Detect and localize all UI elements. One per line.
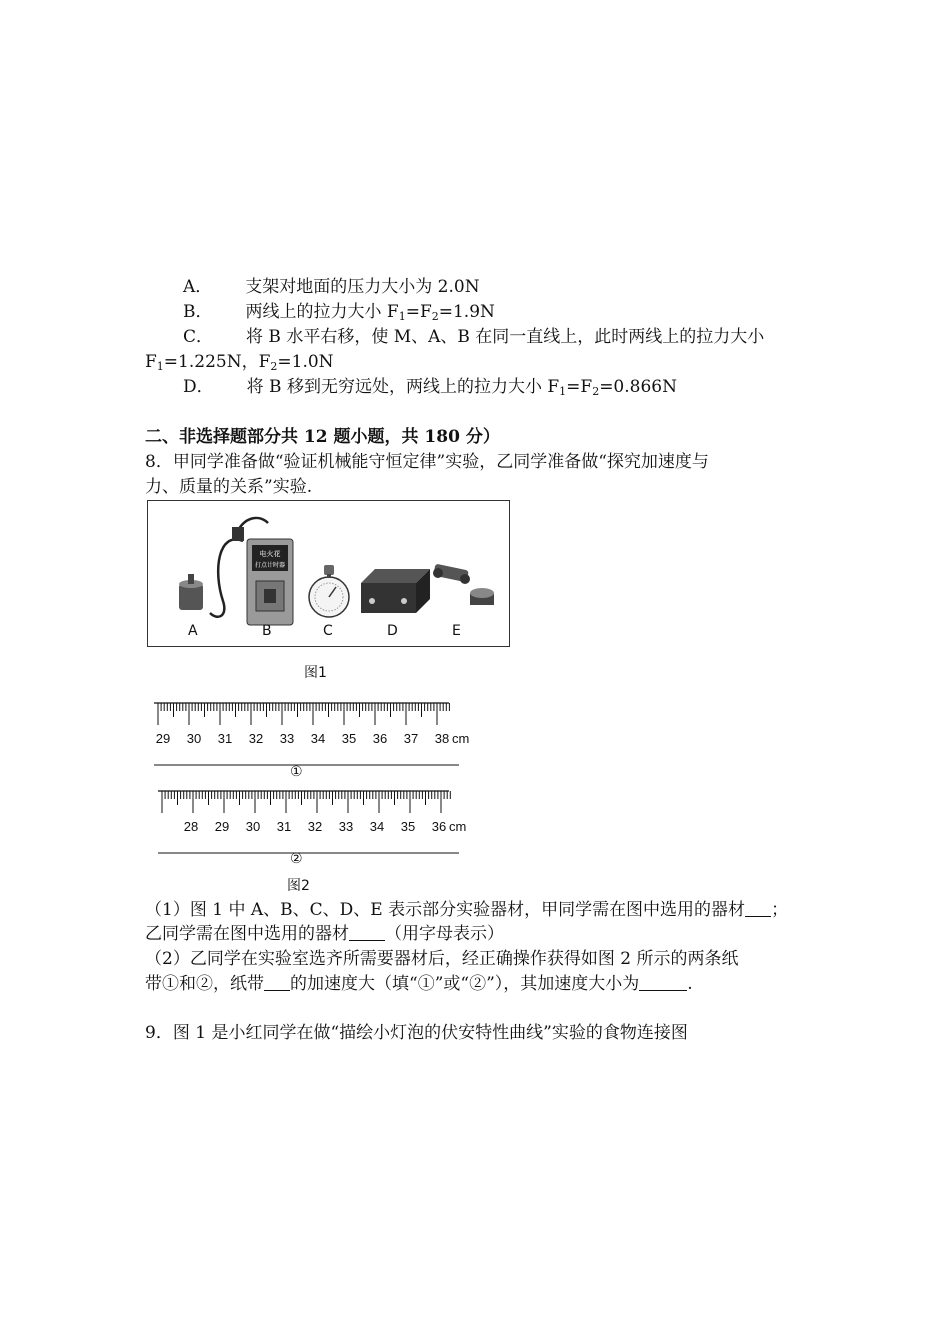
ruler-number: 30	[186, 731, 202, 746]
ruler-number: 34	[310, 731, 326, 746]
ruler-number: 32	[307, 819, 323, 834]
q8-part1-line2-pre: 乙同学需在图中选用的器材	[145, 924, 349, 944]
fig1-label-d: D	[387, 623, 398, 639]
timer-label-bottom: 打点计时器	[254, 562, 286, 569]
q8-part1-text: （1）图 1 中 A、B、C、D、E 表示部分实验器材，甲同学需在图中选用的器材	[145, 900, 746, 920]
option-a	[183, 276, 480, 298]
fig1-caption: 图1	[304, 665, 327, 681]
option-c-sub2: 2	[270, 360, 278, 373]
option-b	[183, 301, 495, 323]
option-d	[183, 376, 677, 398]
option-b-sub2: 2	[431, 310, 439, 323]
option-c-v2: =1.0N	[277, 352, 334, 372]
ruler-number: 29	[214, 819, 230, 834]
ruler-unit: cm	[449, 819, 467, 834]
ruler-number: 31	[217, 731, 233, 746]
tape-2-ruler	[158, 791, 466, 853]
cart-icon	[433, 564, 494, 605]
q8-part2-line2-pre: 带①和②，纸带	[145, 974, 264, 994]
answer-blank-acceleration[interactable]	[639, 974, 687, 991]
tape-1-label: ①	[290, 764, 303, 780]
option-a-letter: A．	[183, 277, 213, 297]
ruler-number: 33	[279, 731, 295, 746]
option-c-cont	[145, 351, 334, 373]
q8-part1-line2-post: （用字母表示）	[385, 924, 504, 944]
option-d-post: =0.866N	[599, 377, 677, 397]
ruler-number: 31	[276, 819, 292, 834]
fig1-label-c: C	[323, 623, 333, 639]
ruler-number: 33	[338, 819, 354, 834]
q8-line2: 力、质量的关系”实验.	[145, 477, 313, 497]
ruler-number: 34	[369, 819, 385, 834]
option-d-mid: =F	[566, 377, 593, 397]
option-b-text: 两线上的拉力大小 F	[245, 302, 399, 322]
section-heading: 二、非选择题部分共 12 题小题，共 180 分）	[145, 427, 500, 447]
ruler-number: 36	[372, 731, 388, 746]
q8-part1-line2	[145, 923, 504, 945]
timer-label-top: 电火花	[259, 550, 281, 558]
option-c-letter: C．	[183, 327, 214, 347]
ruler-number: 28	[183, 819, 199, 834]
ruler-number: 35	[341, 731, 357, 746]
option-a-text: 支架对地面的压力大小为 2.0N	[245, 277, 480, 297]
answer-blank-tape[interactable]	[264, 974, 290, 991]
weight-icon	[179, 574, 203, 610]
ruler-number: 37	[403, 731, 419, 746]
option-c	[183, 326, 764, 348]
option-b-mid: =F	[405, 302, 432, 322]
tape-2-label: ②	[290, 851, 303, 867]
option-c-v1: =1.225N，F	[163, 352, 271, 372]
figure-2-tapes	[150, 695, 480, 855]
fig1-label-b: B	[262, 623, 272, 639]
figure-1-apparatus	[147, 500, 510, 647]
ruler-number: 30	[245, 819, 261, 834]
option-d-text: 将 B 移到无穷远处，两线上的拉力大小 F	[246, 377, 560, 397]
stopwatch-icon	[309, 565, 349, 617]
q9-line1: 9．图 1 是小红同学在做“描绘小灯泡的伏安特性曲线”实验的食物连接图	[145, 1023, 688, 1043]
ruler-number: 36	[431, 819, 447, 834]
ruler-unit: cm	[452, 731, 470, 746]
spark-timer-icon	[210, 518, 293, 625]
ruler-number: 35	[400, 819, 416, 834]
battery-box-icon	[361, 569, 430, 613]
option-b-post: =1.9N	[438, 302, 495, 322]
option-b-sub1: 1	[398, 310, 406, 323]
q8-part2-line2	[145, 973, 693, 995]
answer-blank-jia[interactable]	[745, 900, 771, 917]
option-c-text: 将 B 水平右移，使 M、A、B 在同一直线上，此时两线上的拉力大小	[246, 327, 765, 347]
option-b-letter: B．	[183, 302, 213, 322]
ruler-number: 38	[434, 731, 450, 746]
option-d-letter: D．	[183, 377, 214, 397]
option-d-sub2: 2	[592, 385, 600, 398]
q8-part2-line2-end: .	[687, 974, 693, 994]
ruler-number: 29	[155, 731, 171, 746]
fig1-label-a: A	[188, 623, 198, 639]
q8-part1-line1	[145, 899, 788, 921]
q8-part2-line2-mid: 的加速度大（填“①”或“②”），其加速度大小为	[290, 974, 640, 994]
fig2-caption: 图2	[287, 878, 310, 894]
q8-part2-line1: （2）乙同学在实验室选齐所需要器材后，经正确操作获得如图 2 所示的两条纸	[145, 949, 739, 969]
ruler-number: 32	[248, 731, 264, 746]
option-c-f1: F	[145, 352, 157, 372]
option-c-sub1: 1	[156, 360, 164, 373]
q8-line1: 8．甲同学准备做“验证机械能守恒定律”实验，乙同学准备做“探究加速度与	[145, 452, 709, 472]
fig1-label-e: E	[452, 623, 461, 639]
tape-1-ruler	[154, 703, 469, 765]
option-d-sub1: 1	[559, 385, 567, 398]
q8-part1-end: ；	[771, 900, 789, 920]
answer-blank-yi[interactable]	[349, 924, 385, 941]
